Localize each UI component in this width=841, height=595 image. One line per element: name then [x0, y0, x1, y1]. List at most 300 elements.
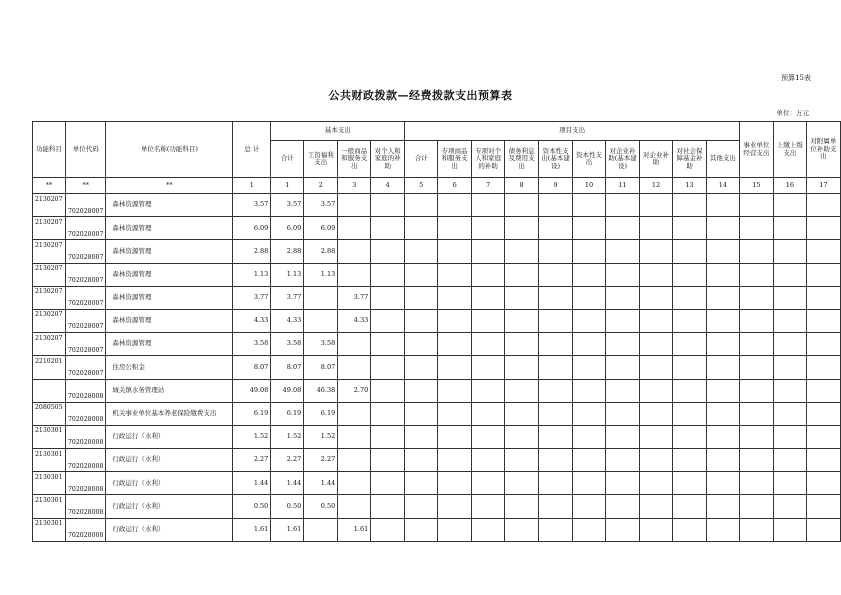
- empty-cell: [438, 518, 472, 541]
- empty-cell: [539, 518, 573, 541]
- empty-cell: [739, 309, 773, 332]
- unit-label: 单位：万元: [776, 109, 809, 117]
- empty-cell: [606, 449, 640, 472]
- func-code: 2130207: [35, 334, 63, 342]
- empty-cell: [640, 425, 673, 448]
- empty-cell: [640, 240, 673, 263]
- goods-cell: 4.33: [338, 309, 371, 332]
- wage-cell: 6.19: [304, 402, 338, 425]
- empty-cell: [606, 356, 640, 379]
- empty-cell: [672, 309, 706, 332]
- unit-code-cell: [65, 217, 105, 240]
- empty-cell: [640, 309, 673, 332]
- wage-cell: 1.44: [304, 472, 338, 495]
- goods-cell: [338, 402, 371, 425]
- func-code: 2130301: [35, 520, 63, 528]
- total-cell: 1.61: [233, 518, 271, 541]
- empty-cell: [739, 495, 773, 518]
- empty-cell: [371, 194, 405, 217]
- header-upper: 上缴上级支出: [773, 122, 806, 178]
- table-row: [33, 194, 841, 217]
- unit-code: 702028008: [67, 416, 104, 424]
- empty-cell: [806, 449, 840, 472]
- wage-cell: 1.13: [304, 263, 338, 286]
- header-capital-build: 资本性支出(基本建设): [539, 141, 573, 178]
- empty-cell: [672, 333, 706, 356]
- basic-total-cell: 6.19: [271, 402, 304, 425]
- empty-cell: [573, 263, 606, 286]
- total-cell: 1.44: [233, 472, 271, 495]
- goods-cell: [338, 194, 371, 217]
- empty-cell: [739, 194, 773, 217]
- goods-cell: [338, 425, 371, 448]
- wage-cell: 0.50: [304, 495, 338, 518]
- header-proj-total: 合计: [405, 141, 438, 178]
- empty-cell: [672, 472, 706, 495]
- empty-cell: [606, 286, 640, 309]
- empty-cell: [472, 356, 505, 379]
- column-index-cell: **: [65, 178, 105, 194]
- func-code-cell: [33, 449, 66, 472]
- empty-cell: [606, 425, 640, 448]
- empty-cell: [739, 518, 773, 541]
- empty-cell: [505, 194, 539, 217]
- empty-cell: [505, 217, 539, 240]
- empty-cell: [438, 263, 472, 286]
- unit-name-cell: 森林资源管理: [106, 333, 233, 356]
- header-wage: 工资福利支出: [304, 141, 338, 178]
- empty-cell: [371, 425, 405, 448]
- unit-code: 702028007: [67, 346, 104, 354]
- empty-cell: [472, 217, 505, 240]
- empty-cell: [806, 472, 840, 495]
- goods-cell: 3.77: [338, 286, 371, 309]
- empty-cell: [706, 194, 739, 217]
- unit-code: 702028007: [67, 300, 104, 308]
- basic-total-cell: 1.52: [271, 425, 304, 448]
- empty-cell: [739, 356, 773, 379]
- table-row: [33, 495, 841, 518]
- unit-code-cell: [65, 402, 105, 425]
- wage-cell: [304, 518, 338, 541]
- empty-cell: [539, 472, 573, 495]
- header-basic-total: 合计: [271, 141, 304, 178]
- empty-cell: [706, 356, 739, 379]
- wage-cell: 3.58: [304, 333, 338, 356]
- empty-cell: [505, 309, 539, 332]
- table-row: [33, 518, 841, 541]
- empty-cell: [773, 379, 806, 402]
- empty-cell: [438, 240, 472, 263]
- empty-cell: [472, 425, 505, 448]
- basic-total-cell: 3.57: [271, 194, 304, 217]
- empty-cell: [405, 402, 438, 425]
- basic-total-cell: 49.08: [271, 379, 304, 402]
- empty-cell: [573, 217, 606, 240]
- unit-code-cell: [65, 240, 105, 263]
- table-row: [33, 425, 841, 448]
- empty-cell: [405, 379, 438, 402]
- column-index-cell: 7: [472, 178, 505, 194]
- basic-total-cell: 8.07: [271, 356, 304, 379]
- empty-cell: [371, 240, 405, 263]
- goods-cell: [338, 495, 371, 518]
- func-code-cell: [33, 402, 66, 425]
- page-title: 公共财政拨款—经费拨款支出预算表: [328, 89, 513, 102]
- empty-cell: [505, 263, 539, 286]
- empty-cell: [405, 356, 438, 379]
- unit-name-cell: 行政运行（水利）: [106, 495, 233, 518]
- unit-code-cell: [65, 379, 105, 402]
- unit-code: 702028008: [67, 439, 104, 447]
- empty-cell: [739, 333, 773, 356]
- func-code-cell: [33, 495, 66, 518]
- unit-name-cell: 森林资源管理: [106, 194, 233, 217]
- empty-cell: [706, 240, 739, 263]
- basic-total-cell: 6.09: [271, 217, 304, 240]
- empty-cell: [505, 333, 539, 356]
- budget-table: [32, 121, 841, 542]
- header-other: 其他支出: [706, 141, 739, 178]
- empty-cell: [773, 425, 806, 448]
- empty-cell: [773, 472, 806, 495]
- empty-cell: [773, 286, 806, 309]
- table-row: [33, 217, 841, 240]
- empty-cell: [606, 263, 640, 286]
- empty-cell: [806, 286, 840, 309]
- empty-cell: [573, 309, 606, 332]
- empty-cell: [672, 240, 706, 263]
- func-code-cell: [33, 194, 66, 217]
- column-index-cell: 11: [606, 178, 640, 194]
- unit-code-cell: [65, 472, 105, 495]
- empty-cell: [505, 495, 539, 518]
- empty-cell: [371, 286, 405, 309]
- empty-cell: [438, 495, 472, 518]
- unit-code-cell: [65, 425, 105, 448]
- column-index-cell: 14: [706, 178, 739, 194]
- empty-cell: [773, 217, 806, 240]
- empty-cell: [472, 379, 505, 402]
- header-personal: 对个人和家庭的补助: [371, 141, 405, 178]
- empty-cell: [640, 333, 673, 356]
- unit-name-cell: 行政运行（水利）: [106, 425, 233, 448]
- empty-cell: [438, 402, 472, 425]
- unit-code-cell: [65, 286, 105, 309]
- empty-cell: [438, 356, 472, 379]
- empty-cell: [472, 194, 505, 217]
- empty-cell: [539, 194, 573, 217]
- header-biz-invest: 事业单位经营支出: [739, 122, 773, 178]
- table-row: [33, 263, 841, 286]
- func-code: 2130301: [35, 496, 63, 504]
- empty-cell: [539, 286, 573, 309]
- empty-cell: [672, 356, 706, 379]
- empty-cell: [405, 518, 438, 541]
- empty-cell: [371, 379, 405, 402]
- header-goods: 一般商品和服务支出: [338, 141, 371, 178]
- empty-cell: [371, 449, 405, 472]
- goods-cell: [338, 240, 371, 263]
- empty-cell: [438, 286, 472, 309]
- column-index-cell: 1: [271, 178, 304, 194]
- empty-cell: [539, 449, 573, 472]
- header-social-fund: 对社会保障基金补助: [672, 141, 706, 178]
- column-index-cell: **: [33, 178, 66, 194]
- empty-cell: [773, 402, 806, 425]
- empty-cell: [739, 472, 773, 495]
- empty-cell: [806, 309, 840, 332]
- empty-cell: [672, 402, 706, 425]
- empty-cell: [606, 333, 640, 356]
- basic-total-cell: 0.50: [271, 495, 304, 518]
- total-cell: 8.07: [233, 356, 271, 379]
- empty-cell: [706, 518, 739, 541]
- header-unit-code: 单位代码: [65, 122, 105, 178]
- empty-cell: [773, 518, 806, 541]
- basic-total-cell: 3.77: [271, 286, 304, 309]
- basic-total-cell: 1.44: [271, 472, 304, 495]
- empty-cell: [539, 402, 573, 425]
- empty-cell: [640, 402, 673, 425]
- empty-cell: [773, 194, 806, 217]
- empty-cell: [405, 309, 438, 332]
- header-subsidy: 对附属单位补助支出: [806, 122, 840, 178]
- empty-cell: [640, 263, 673, 286]
- total-cell: 6.09: [233, 217, 271, 240]
- empty-cell: [672, 518, 706, 541]
- total-cell: 3.77: [233, 286, 271, 309]
- empty-cell: [505, 402, 539, 425]
- empty-cell: [371, 472, 405, 495]
- empty-cell: [640, 194, 673, 217]
- empty-cell: [573, 495, 606, 518]
- empty-cell: [606, 402, 640, 425]
- column-index-cell: 9: [539, 178, 573, 194]
- column-index-cell: 10: [573, 178, 606, 194]
- column-index-row: [33, 178, 841, 194]
- table-row: [33, 240, 841, 263]
- table-row: [33, 472, 841, 495]
- unit-name-cell: 行政运行（水利）: [106, 518, 233, 541]
- empty-cell: [806, 333, 840, 356]
- func-code-cell: [33, 472, 66, 495]
- unit-code-cell: [65, 449, 105, 472]
- empty-cell: [773, 449, 806, 472]
- func-code: 2130207: [35, 241, 63, 249]
- wage-cell: [304, 286, 338, 309]
- empty-cell: [539, 425, 573, 448]
- empty-cell: [806, 240, 840, 263]
- empty-cell: [806, 217, 840, 240]
- empty-cell: [739, 402, 773, 425]
- empty-cell: [573, 472, 606, 495]
- unit-code-cell: [65, 356, 105, 379]
- empty-cell: [573, 240, 606, 263]
- empty-cell: [405, 286, 438, 309]
- empty-cell: [640, 495, 673, 518]
- empty-cell: [773, 495, 806, 518]
- empty-cell: [706, 217, 739, 240]
- unit-code: 702028007: [67, 230, 104, 238]
- total-cell: 6.19: [233, 402, 271, 425]
- empty-cell: [505, 286, 539, 309]
- empty-cell: [672, 449, 706, 472]
- goods-cell: [338, 217, 371, 240]
- unit-code: 702028007: [67, 253, 104, 261]
- empty-cell: [371, 518, 405, 541]
- empty-cell: [739, 263, 773, 286]
- header-enterprise-build: 对企业补助(基本建设): [606, 141, 640, 178]
- func-code: 2130301: [35, 450, 63, 458]
- wage-cell: 6.09: [304, 217, 338, 240]
- unit-code-cell: [65, 495, 105, 518]
- column-index-cell: 16: [773, 178, 806, 194]
- func-code-cell: [33, 217, 66, 240]
- empty-cell: [539, 356, 573, 379]
- table-row: [33, 309, 841, 332]
- func-code-cell: [33, 240, 66, 263]
- empty-cell: [672, 194, 706, 217]
- empty-cell: [505, 472, 539, 495]
- unit-code: 702028008: [67, 462, 104, 470]
- empty-cell: [706, 449, 739, 472]
- empty-cell: [739, 217, 773, 240]
- func-code: 2130207: [35, 288, 63, 296]
- wage-cell: 3.57: [304, 194, 338, 217]
- header-basic: 基本支出: [271, 122, 405, 141]
- empty-cell: [405, 333, 438, 356]
- empty-cell: [806, 356, 840, 379]
- empty-cell: [405, 449, 438, 472]
- empty-cell: [438, 309, 472, 332]
- basic-total-cell: 2.88: [271, 240, 304, 263]
- unit-code: 702028007: [67, 277, 104, 285]
- empty-cell: [371, 495, 405, 518]
- basic-total-cell: 4.33: [271, 309, 304, 332]
- empty-cell: [806, 379, 840, 402]
- column-index-cell: 4: [371, 178, 405, 194]
- wage-cell: [304, 309, 338, 332]
- empty-cell: [573, 286, 606, 309]
- total-cell: 2.27: [233, 449, 271, 472]
- empty-cell: [405, 263, 438, 286]
- empty-cell: [640, 472, 673, 495]
- goods-cell: [338, 449, 371, 472]
- unit-code: 702028008: [67, 532, 104, 540]
- empty-cell: [606, 518, 640, 541]
- empty-cell: [706, 309, 739, 332]
- goods-cell: 2.70: [338, 379, 371, 402]
- empty-cell: [505, 379, 539, 402]
- table-number-label: 预算15表: [781, 74, 811, 82]
- empty-cell: [472, 518, 505, 541]
- empty-cell: [573, 379, 606, 402]
- empty-cell: [472, 333, 505, 356]
- empty-cell: [672, 217, 706, 240]
- empty-cell: [438, 425, 472, 448]
- unit-code: 702028008: [67, 485, 104, 493]
- empty-cell: [505, 518, 539, 541]
- empty-cell: [773, 240, 806, 263]
- empty-cell: [739, 240, 773, 263]
- func-code: 2080505: [35, 404, 63, 412]
- empty-cell: [773, 333, 806, 356]
- column-index-cell: 5: [405, 178, 438, 194]
- header-debt: 债务利息及费用支出: [505, 141, 539, 178]
- empty-cell: [472, 240, 505, 263]
- unit-code-cell: [65, 309, 105, 332]
- empty-cell: [706, 495, 739, 518]
- func-code-cell: [33, 356, 66, 379]
- empty-cell: [472, 263, 505, 286]
- empty-cell: [606, 217, 640, 240]
- empty-cell: [573, 194, 606, 217]
- empty-cell: [472, 495, 505, 518]
- unit-code-cell: [65, 518, 105, 541]
- func-code: 2130207: [35, 195, 63, 203]
- empty-cell: [573, 356, 606, 379]
- empty-cell: [539, 495, 573, 518]
- goods-cell: [338, 356, 371, 379]
- empty-cell: [438, 379, 472, 402]
- func-code-cell: [33, 379, 66, 402]
- column-index-cell: 15: [739, 178, 773, 194]
- total-cell: 1.52: [233, 425, 271, 448]
- total-cell: 4.33: [233, 309, 271, 332]
- func-code: 2130301: [35, 427, 63, 435]
- table-row: [33, 333, 841, 356]
- column-index-cell: 17: [806, 178, 840, 194]
- total-cell: 3.58: [233, 333, 271, 356]
- empty-cell: [472, 309, 505, 332]
- table-row: [33, 356, 841, 379]
- empty-cell: [806, 425, 840, 448]
- empty-cell: [640, 379, 673, 402]
- empty-cell: [573, 425, 606, 448]
- empty-cell: [773, 263, 806, 286]
- func-code: 2130207: [35, 218, 63, 226]
- empty-cell: [806, 263, 840, 286]
- empty-cell: [739, 286, 773, 309]
- table-row: [33, 449, 841, 472]
- unit-name-cell: 森林资源管理: [106, 286, 233, 309]
- empty-cell: [371, 402, 405, 425]
- unit-name-cell: 森林资源管理: [106, 240, 233, 263]
- header-total: 总 计: [233, 122, 271, 178]
- header-enterprise: 对企业补助: [640, 141, 673, 178]
- basic-total-cell: 1.61: [271, 518, 304, 541]
- empty-cell: [438, 472, 472, 495]
- header-capital: 资本性支出: [573, 141, 606, 178]
- empty-cell: [640, 286, 673, 309]
- column-index-cell: **: [106, 178, 233, 194]
- empty-cell: [672, 286, 706, 309]
- column-index-cell: 2: [304, 178, 338, 194]
- unit-name-cell: 城关镇水务管理站: [106, 379, 233, 402]
- func-code-cell: [33, 518, 66, 541]
- empty-cell: [640, 449, 673, 472]
- func-code: 2130301: [35, 473, 63, 481]
- empty-cell: [773, 356, 806, 379]
- func-code: 2210201: [35, 357, 63, 365]
- empty-cell: [438, 449, 472, 472]
- unit-name-cell: 森林资源管理: [106, 309, 233, 332]
- goods-cell: [338, 333, 371, 356]
- column-index-cell: 3: [338, 178, 371, 194]
- empty-cell: [405, 240, 438, 263]
- empty-cell: [806, 518, 840, 541]
